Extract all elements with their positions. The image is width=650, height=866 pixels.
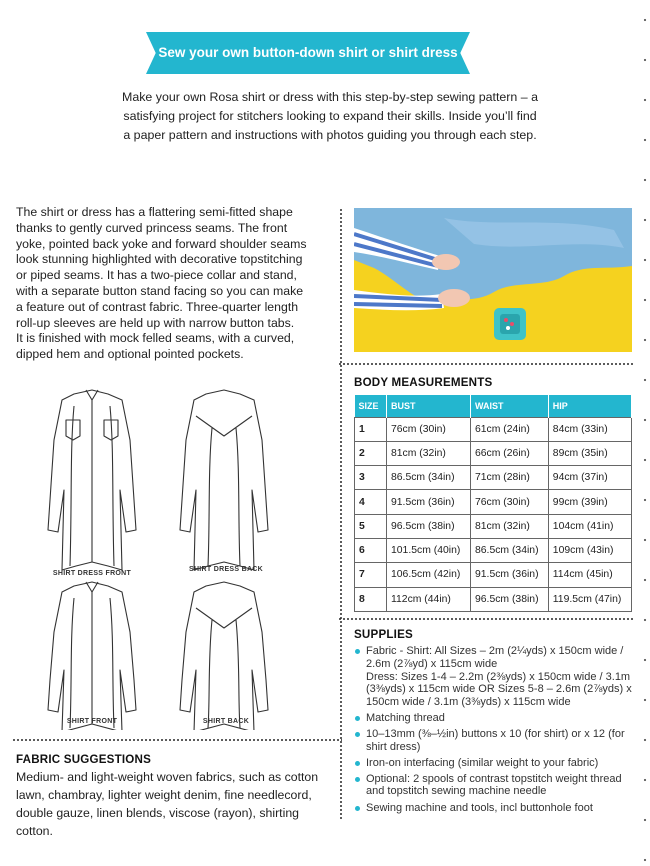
description-line: look stunning highlighted with decorative topstitching — [16, 252, 303, 267]
column-header: BUST — [387, 395, 471, 417]
bust-cell: 96.5cm (38in) — [387, 514, 471, 538]
technical-drawings — [16, 380, 334, 730]
table-row — [355, 441, 632, 465]
table-row — [355, 490, 632, 514]
table-row — [355, 587, 632, 611]
bust-cell: 76cm (30in) — [387, 417, 471, 441]
description-line: The shirt or dress has a flattering semi-fitted shape — [16, 205, 293, 219]
garment-sketches — [16, 380, 334, 730]
bust-cell: 112cm (44in) — [387, 587, 471, 611]
waist-cell: 81cm (32in) — [471, 514, 549, 538]
bust-cell: 101.5cm (40in) — [387, 538, 471, 562]
list-item: Iron-on interfacing (similar weight to your fabric) — [354, 757, 640, 770]
sketch-label-shirt-front: SHIRT FRONT — [66, 718, 118, 725]
size-cell: 8 — [355, 587, 387, 611]
column-header: HIP — [548, 395, 631, 417]
hip-cell: 89cm (35in) — [548, 441, 631, 465]
hip-cell: 114cm (45in) — [548, 563, 631, 587]
table-row — [355, 514, 632, 538]
waist-cell: 66cm (26in) — [471, 441, 549, 465]
list-item: Matching thread — [354, 712, 640, 725]
list-item: 10–13mm (⅜–½in) buttons x 10 (for shirt) or x 12 (for shirt dress) — [354, 728, 640, 753]
hip-cell: 84cm (33in) — [548, 417, 631, 441]
intro-line: satisfying project for stitchers looking to expand their skills. Inside you’ll find — [123, 109, 537, 123]
size-cell: 7 — [355, 563, 387, 587]
waist-cell: 96.5cm (38in) — [471, 587, 549, 611]
waist-cell: 86.5cm (34in) — [471, 538, 549, 562]
waist-cell: 71cm (28in) — [471, 466, 549, 490]
description-line: or piped seams. It has a two-piece collar and stand, — [16, 268, 297, 283]
size-cell: 6 — [355, 538, 387, 562]
waist-cell: 91.5cm (36in) — [471, 563, 549, 587]
bust-cell: 86.5cm (34in) — [387, 466, 471, 490]
description-line: yoke, pointed back yoke and forward shoulder seams — [16, 236, 307, 251]
banner-title: Sew your own button-down shirt or shirt dress — [158, 45, 458, 60]
bust-cell: 81cm (32in) — [387, 441, 471, 465]
fabric-line: lawn, chambray, lighter weight denim, fine needlecord, — [16, 788, 312, 802]
fabric-line: double gauze, linen blends, viscose (rayon), shirting cotton. — [16, 806, 299, 838]
description-line: with a separate button stand facing so you can make — [16, 283, 304, 298]
bust-cell: 91.5cm (36in) — [387, 490, 471, 514]
list-item: Sewing machine and tools, incl buttonhole foot — [354, 802, 640, 815]
body-measurements-title: BODY MEASUREMENTS — [354, 376, 493, 389]
description-line: thanks to gently curved princess seams. The front — [16, 220, 288, 235]
description-line: a feature out of contrast fabric. Three-quarter length — [16, 299, 299, 314]
section-divider — [338, 362, 634, 366]
supplies-title: SUPPLIES — [354, 628, 413, 641]
description-paragraph — [16, 205, 334, 363]
column-divider — [339, 208, 343, 820]
table-row — [355, 417, 632, 441]
table-row — [355, 563, 632, 587]
section-divider — [12, 738, 342, 742]
table-header-row — [355, 395, 632, 417]
fabric-suggestions-title: FABRIC SUGGESTIONS — [16, 753, 152, 766]
size-cell: 1 — [355, 417, 387, 441]
sketch-label-dress-front: SHIRT DRESS FRONT — [52, 570, 132, 577]
fabric-line: Medium- and light-weight woven fabrics, such as cotton — [16, 770, 319, 784]
size-cell: 4 — [355, 490, 387, 514]
description-line: It is finished with mock felled seams, with a curved, — [16, 331, 295, 346]
hip-cell: 94cm (37in) — [548, 466, 631, 490]
waist-cell: 76cm (30in) — [471, 490, 549, 514]
waist-cell: 61cm (24in) — [471, 417, 549, 441]
sketch-label-dress-back: SHIRT DRESS BACK — [188, 566, 264, 573]
hip-cell: 109cm (43in) — [548, 538, 631, 562]
body-measurements-table — [354, 395, 632, 612]
description-line: roll-up sleeves are held up with narrow button tabs. — [16, 315, 295, 330]
table-row — [355, 538, 632, 562]
intro-line: a paper pattern and instructions with photos guiding you through each step. — [123, 128, 537, 142]
size-cell: 5 — [355, 514, 387, 538]
section-divider — [338, 617, 634, 621]
hip-cell: 99cm (39in) — [548, 490, 631, 514]
table-row — [355, 466, 632, 490]
description-line: dipped hem and optional pointed pockets. — [16, 347, 244, 362]
column-header: WAIST — [471, 395, 549, 417]
list-item: Optional: 2 spools of contrast topstitch weight thread and topstitch sewing machine needle — [354, 773, 640, 798]
page-edge-dots — [642, 0, 648, 866]
supplies-list — [354, 645, 640, 818]
fabric-suggestions-text — [16, 768, 338, 840]
bust-cell: 106.5cm (42in) — [387, 563, 471, 587]
size-cell: 3 — [355, 466, 387, 490]
size-cell: 2 — [355, 441, 387, 465]
sketch-label-shirt-back: SHIRT BACK — [202, 718, 250, 725]
list-item: Dress: Sizes 1-4 – 2.2m (2⅜yds) x 150cm wide / 3.1m (3⅜yds) x 115cm wide OR Sizes 5-8 – 2.6m (2⅞yds) x 150cm wide / 3.1m (3⅜yds) x 115cm wide — [366, 670, 632, 708]
list-item: Fabric - Shirt: All Sizes – 2m (2¼yds) x 150cm wide / 2.6m (2⅞yd) x 115cm wide — [354, 645, 640, 670]
intro-line: Make your own Rosa shirt or dress with this step-by-step sewing pattern – a — [122, 90, 538, 104]
hip-cell: 119.5cm (47in) — [548, 587, 631, 611]
title-banner — [146, 32, 470, 74]
intro-paragraph — [80, 88, 580, 145]
sewing-photo-illustration — [354, 208, 632, 352]
hip-cell: 104cm (41in) — [548, 514, 631, 538]
column-header: SIZE — [355, 395, 387, 417]
sewing-photo — [354, 208, 632, 352]
